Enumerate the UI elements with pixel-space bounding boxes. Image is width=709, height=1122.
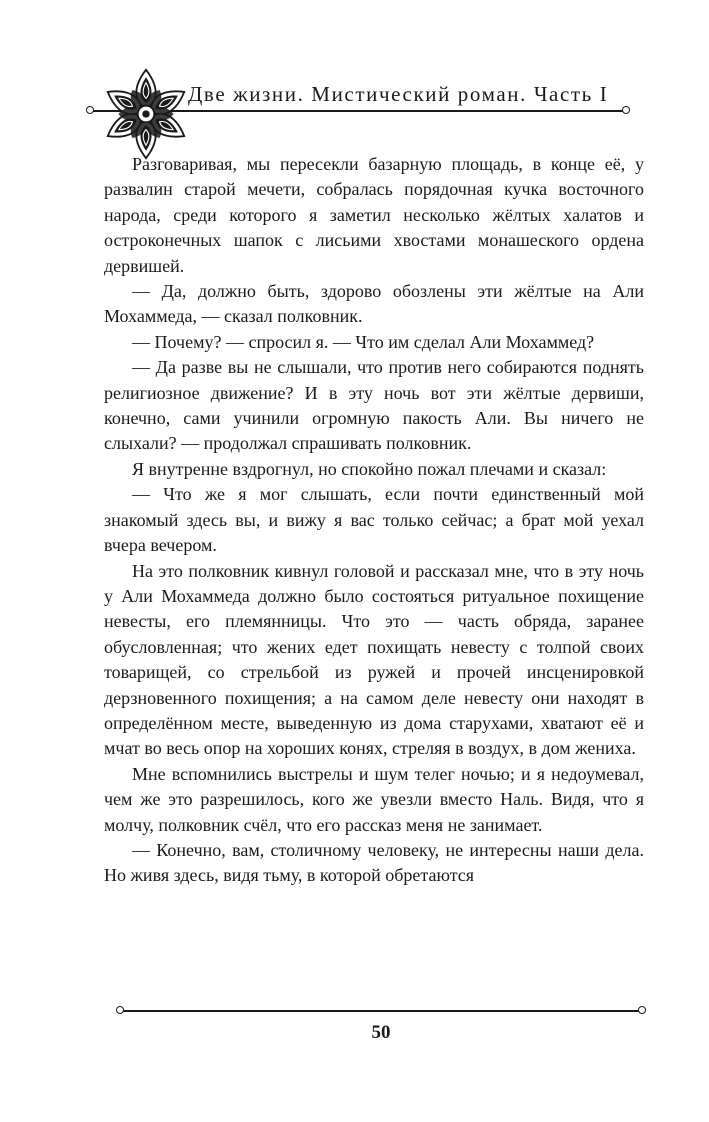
paragraph: На это полковник кивнул головой и рассказал мне, что в эту ночь у Али Мохаммеда должно было состояться ритуальное похищение невесты, его племянницы. Что это — часть обряда, заранее обусловленная; что жених едет похищать невесту с толпой своих товарищей, со стрельбой из ружей и прочей инсценировкой дерзновенного похищения; а на самом деле невесту они находят в определённом месте, выведенную из дома старухами, хватают её и мчат во весь опор на хороших конях, стреляя в воздух, в дом жениха. xyxy=(104,560,644,759)
page-footer xyxy=(120,1000,642,1060)
paragraph: Я внутренне вздрогнул, но спокойно пожал плечами и сказал: xyxy=(132,458,607,479)
footer-rule-end-dot xyxy=(116,1006,124,1014)
paragraph: — Да разве вы не слышали, что против него собираются поднять религиозное движение? И в эту ночь вот эти жёлтые дервиши, конечно, сами учинили огромную пакость Али. Вы ничего не слыхали? — продолжал спрашивать полковник. xyxy=(104,357,644,454)
paragraph: — Что же я мог слышать, если почти единственный мой знакомый здесь вы, и вижу я вас только сейчас; а брат мой уехал вчера вечером. xyxy=(104,484,644,556)
footer-rule-end-dot xyxy=(638,1006,646,1014)
header-rule-end-dot xyxy=(86,106,94,114)
paragraph: Разговаривая, мы пересекли базарную площадь, в конце её, у развалин старой мечети, собралась порядочная кучка восточного народа, среди которого я заметил несколько жёлтых халатов и остроконечных шапок с лисьими хвостами монашеского ордена дервишей. xyxy=(104,154,644,276)
footer-rule xyxy=(120,1010,642,1012)
paragraph: Мне вспомнились выстрелы и шум телег ночью; и я недоумевал, чем же это разрешилось, кого же увезли вместо Наль. Видя, что я молчу, полковник счёл, что его рассказ меня не занимает. xyxy=(104,763,644,835)
paragraph: — Почему? — спросил я. — Что им сделал Али Мохаммед? xyxy=(132,331,595,352)
header-rule-end-dot xyxy=(622,106,630,114)
body-text xyxy=(104,152,644,889)
lotus-mandala-icon xyxy=(100,68,192,160)
paragraph: — Конечно, вам, столичному человеку, не интересны наши дела. Но живя здесь, видя тьму, в которой обретаются xyxy=(104,839,644,886)
running-title: Две жизни. Мистический роман. Часть I xyxy=(188,82,609,106)
paragraph: — Да, должно быть, здорово обозлены эти жёлтые на Али Мохаммеда, — сказал полковник. xyxy=(104,281,644,327)
page-number: 50 xyxy=(371,1022,391,1043)
